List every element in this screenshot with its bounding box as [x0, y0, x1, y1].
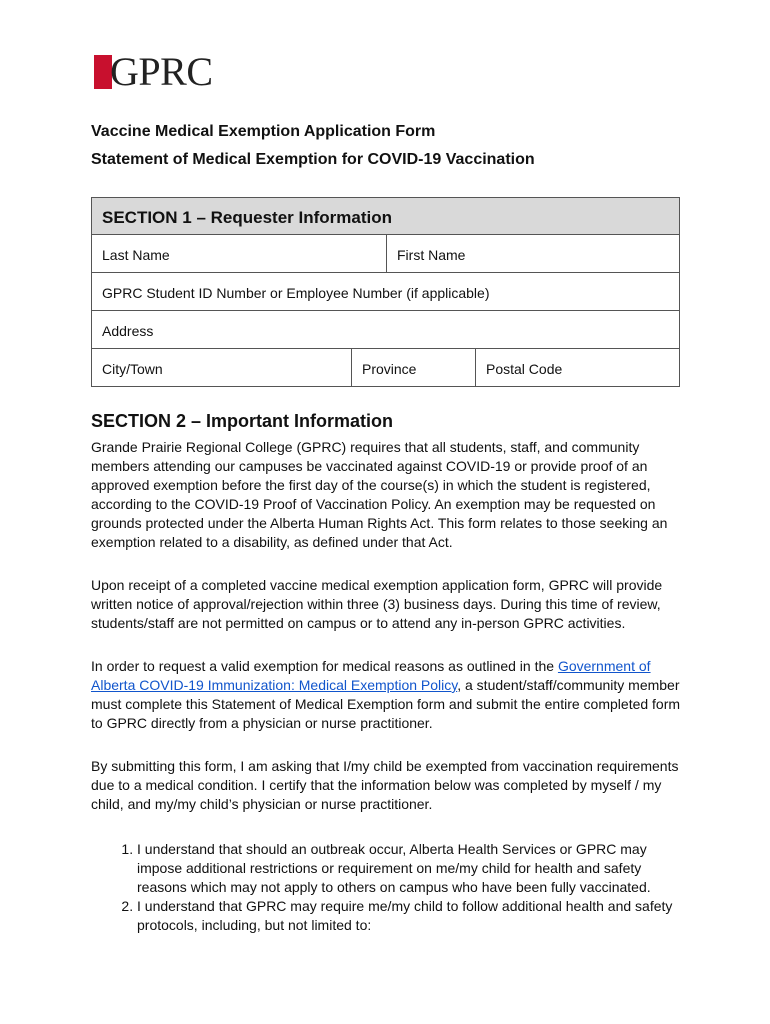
city-field[interactable]: City/Town — [102, 361, 163, 377]
list-item: 2. I understand that GPRC may require me/my child to follow additional health and safety protocols, including, but not limited to: — [137, 897, 691, 935]
address-row — [91, 311, 680, 349]
section2 — [91, 408, 691, 935]
form-titles — [91, 118, 535, 174]
first-name-field[interactable]: First Name — [386, 235, 679, 272]
acknowledgement-list — [91, 840, 691, 935]
paragraph-review: Upon receipt of a completed vaccine medical exemption application form, GPRC will provide written notice of approval/rejection within three (3) business days. During this time of review, students/staff are not permitted on campus or to attend any in-person GPRC activities. — [91, 577, 663, 631]
logo-text: GPRC — [110, 49, 213, 94]
section2-heading: SECTION 2 – Important Information — [91, 411, 394, 431]
policy-text-after: , a student/staff/community member must complete this Statement of Medical Exemption form and submit the entire completed form to GPRC directly from a physician or nurse practitioner. — [91, 677, 681, 731]
id-row — [91, 273, 680, 311]
policy-link[interactable]: Government of Alberta COVID-19 Immunization: Medical Exemption Policy — [91, 658, 651, 693]
form-title: Vaccine Medical Exemption Application Form — [91, 123, 436, 140]
name-row — [91, 235, 680, 273]
policy-text-before: In order to request a valid exemption for medical reasons as outlined in the — [91, 658, 558, 674]
id-number-field[interactable]: GPRC Student ID Number or Employee Number (if applicable) — [102, 285, 490, 301]
paragraph-certification: By submitting this form, I am asking that I/my child be exempted from vaccination requirements due to a medical condition. I certify that the information below was completed by myself / my child, and my/my child’s physician or nurse practitioner. — [91, 758, 679, 812]
paragraph-policy — [91, 657, 691, 733]
last-name-field[interactable]: Last Name — [102, 247, 170, 263]
province-field[interactable]: Province — [351, 349, 475, 386]
list-item: 1. I understand that should an outbreak occur, Alberta Health Services or GPRC may impose additional restrictions or requirement on me/my child for health and safety reasons which may not apply to others on campus who have been fully vaccinated. — [137, 840, 691, 897]
location-row — [91, 349, 680, 387]
section1-table — [91, 197, 680, 387]
section1-heading: SECTION 1 – Requester Information — [91, 197, 680, 235]
paragraph-requirements: Grande Prairie Regional College (GPRC) requires that all students, staff, and community members attending our campuses be vaccinated against COVID-19 or provide proof of an approved exemption before the first day of the course(s) in which the student is registered, according to the COVID-19 Proof of Vaccination Policy. An exemption may be requested on grounds protected under the Alberta Human Rights Act. This form relates to those seeking an exemption related to a disability, as defined under that Act. — [91, 439, 668, 550]
address-field[interactable]: Address — [102, 323, 154, 339]
postal-code-field[interactable]: Postal Code — [475, 349, 679, 386]
gprc-logo — [94, 49, 213, 94]
form-subtitle: Statement of Medical Exemption for COVID-19 Vaccination — [91, 151, 535, 168]
